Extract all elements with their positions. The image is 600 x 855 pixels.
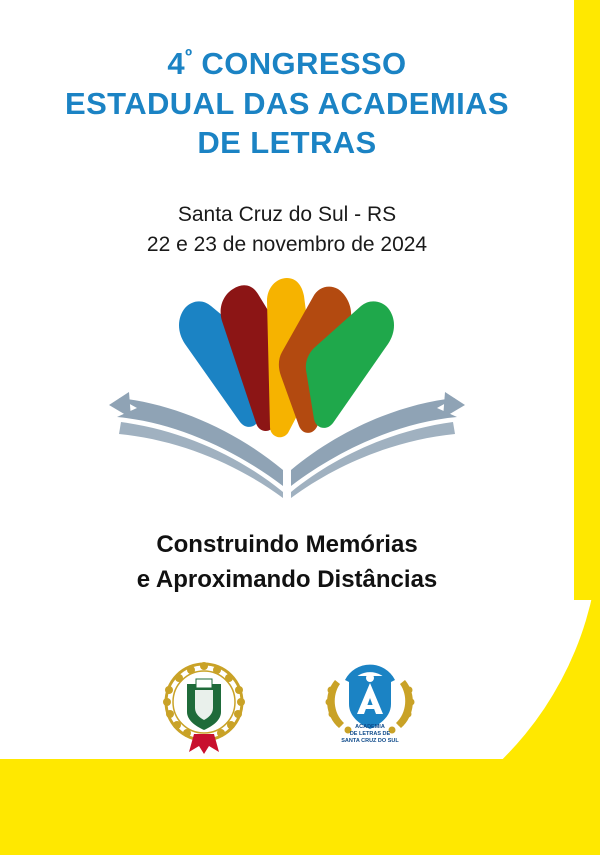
open-book-with-color-petals-logo [107,272,467,502]
slogan-line-1: Construindo Memórias [156,531,418,558]
title-line-2: ESTADUAL DAS ACADEMIAS [65,85,509,121]
title-line-1 [0,44,574,84]
event-location: Santa Cruz do Sul - RS [177,203,397,226]
emblem-2-caption-line-1: ACADEMIA [355,724,385,730]
emblem-2-caption [315,724,425,745]
academia-de-letras-de-santa-cruz-do-sul-emblem-icon [315,650,425,765]
poster-slogan [0,528,574,598]
title-line-1-rest: CONGRESSO [192,46,407,81]
emblem-2-caption-line-2: DE LETRAS DE [349,731,391,738]
poster-title [0,44,574,163]
poster-subtitle [0,200,574,260]
title-ordinal-mark: º [185,46,193,68]
emblem-2-caption-line-3: SANTA CRUZ DO SUL [341,738,399,745]
title-line-3: DE LETRAS [197,125,377,161]
event-dates: 22 e 23 de novembro de 2024 [146,232,428,256]
poster-emblems [0,650,574,765]
academia-de-letras-de-santa-cruz-do-sul-emblem [315,650,425,765]
slogan-line-2: e Aproximando Distâncias [136,565,438,593]
academia-rio-grandense-de-letras-emblem [149,650,259,765]
congress-logo [0,272,574,502]
title-edition-number: 4 [167,46,186,81]
academia-rio-grandense-de-letras-emblem-icon [149,650,259,765]
